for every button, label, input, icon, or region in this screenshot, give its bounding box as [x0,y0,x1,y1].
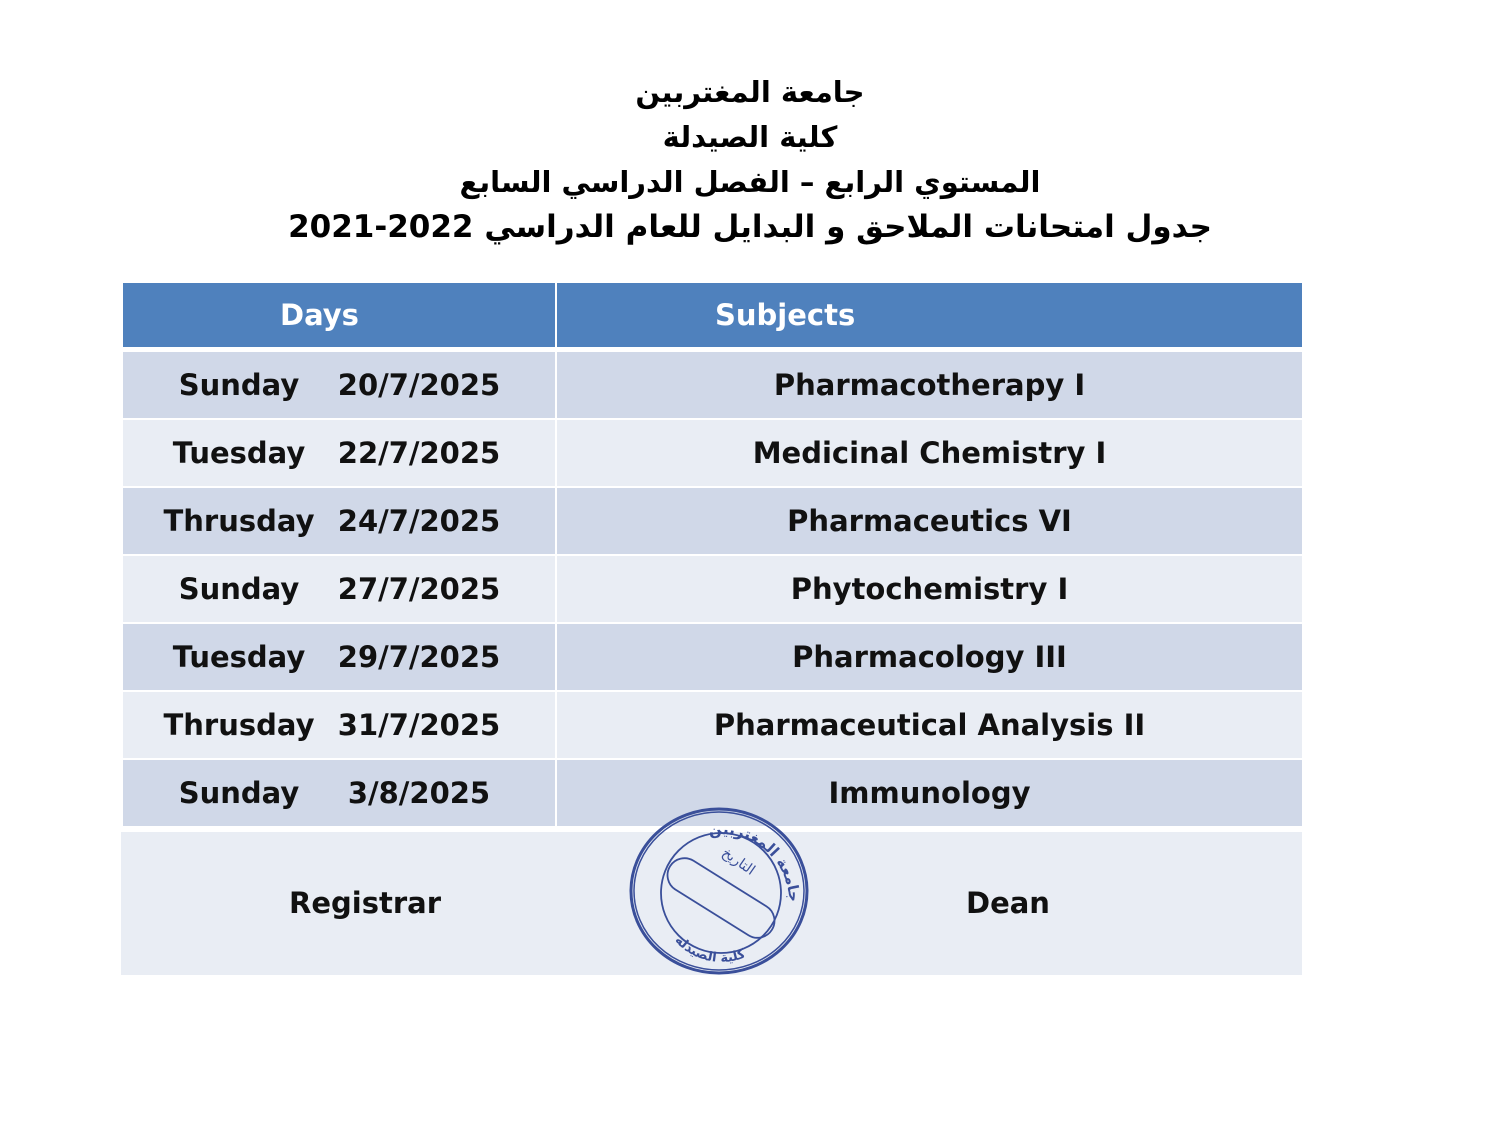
day-name: Sunday [178,572,300,606]
faculty-name: كلية الصيدلة [662,120,838,154]
exam-date: 31/7/2025 [337,708,501,742]
day-date-cell [122,419,556,487]
exam-date: 24/7/2025 [337,504,501,538]
subject-name: Pharmacotherapy I [556,350,1303,420]
day-date-cell [122,487,556,555]
dean-signature-label: Dean [966,886,1050,920]
day-name: Thrusday [163,504,315,538]
day-date-cell [122,623,556,691]
academic-year: 2021-2022 [288,209,474,245]
subject-name: Phytochemistry I [556,555,1303,623]
days-column-header: Days [122,282,556,350]
subject-name: Medicinal Chemistry I [556,419,1303,487]
subject-name: Pharmaceutics VI [556,487,1303,555]
table-header-row [122,282,1303,350]
subject-name: Pharmaceutical Analysis II [556,691,1303,759]
table-row [122,487,1303,555]
day-date-cell [122,350,556,420]
table-row [122,623,1303,691]
table-row [122,691,1303,759]
svg-text:كلية الصيدلة [672,933,748,966]
registrar-signature-label: Registrar [289,886,441,920]
day-name: Sunday [178,776,300,810]
document-header [0,70,1500,250]
schedule-title [0,205,1500,250]
day-name: Tuesday [172,640,306,674]
stamp-outer-text: جامعة المغتربين [708,819,804,903]
subject-name: Pharmacology III [556,623,1303,691]
stamp-bottom-text: كلية الصيدلة [671,932,748,967]
exam-date: 20/7/2025 [337,368,501,402]
table-row [122,419,1303,487]
exam-date: 27/7/2025 [337,572,501,606]
stamp-graphic [624,803,814,978]
exam-date: 22/7/2025 [337,436,501,470]
schedule-title-text: جدول امتحانات الملاحق و البدايل للعام الدراسي [484,209,1212,245]
exam-date: 29/7/2025 [337,640,501,674]
level-semester: المستوي الرابع – الفصل الدراسي السابع [459,165,1041,199]
stamp-inner-text: التاريخ [718,844,758,879]
subject-name: Immunology [556,759,1303,827]
day-name: Thrusday [163,708,315,742]
exam-schedule-table [121,281,1304,828]
day-date-cell [122,555,556,623]
table-row [122,555,1303,623]
university-name: جامعة المغتربين [635,75,865,109]
day-name: Tuesday [172,436,306,470]
day-date-cell [122,759,556,827]
day-name: Sunday [178,368,300,402]
subjects-column-header: Subjects [556,282,1303,350]
table-row [122,350,1303,420]
svg-text:جامعة المغتربين [708,820,803,903]
exam-date: 3/8/2025 [347,776,491,810]
university-seal-stamp-icon [624,803,814,978]
day-date-cell [122,691,556,759]
